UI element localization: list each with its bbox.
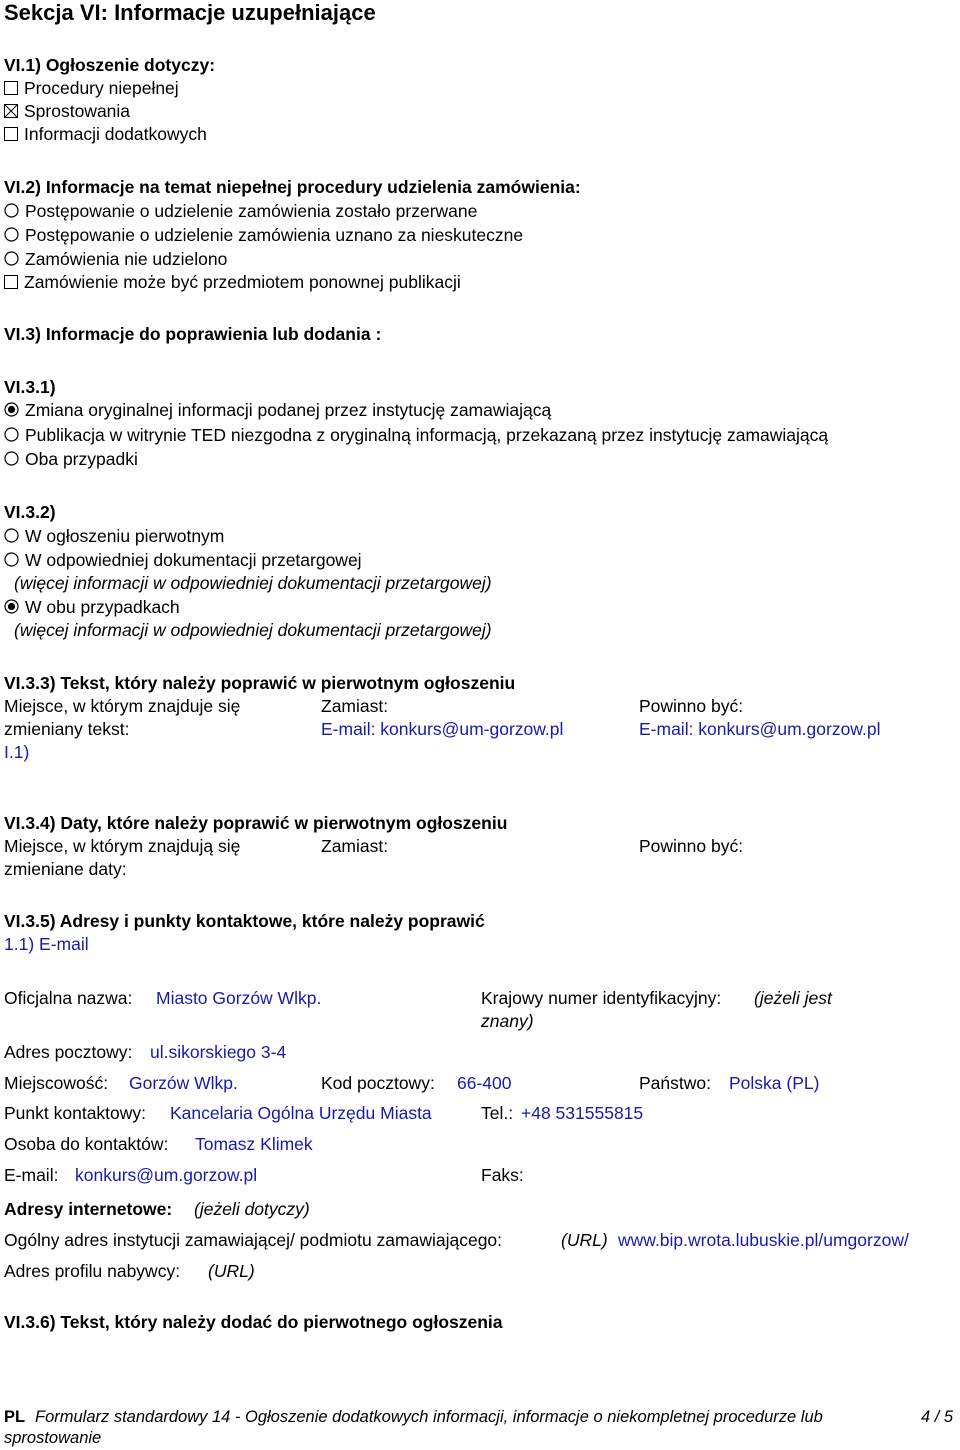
- radio-empty-icon: [4, 227, 19, 242]
- vi31-option-label: Publikacja w witrynie TED niezgodna z oryginalną informacją, przekazaną przez instytucję zamawiającą: [25, 425, 829, 445]
- country-label: Państwo:: [639, 1073, 711, 1093]
- url-note: (URL): [208, 1261, 255, 1281]
- radio-empty-icon: [4, 203, 19, 218]
- vi31-option-label: Zmiana oryginalnej informacji podanej przez instytucję zamawiającą: [25, 400, 552, 420]
- vi3-heading: VI.3) Informacje do poprawienia lub dodania :: [4, 324, 382, 344]
- section-title: Sekcja VI: Informacje uzupełniające: [4, 0, 376, 25]
- vi1-option-label: Procedury niepełnej: [24, 78, 179, 98]
- tel-value: +48 531555815: [521, 1103, 644, 1123]
- checkbox-checked-icon: [4, 104, 18, 118]
- vi32-note: (więcej informacji w odpowiedniej dokumentacji przetargowej): [14, 573, 492, 593]
- radio-empty-icon: [4, 251, 19, 266]
- postcode-label: Kod pocztowy:: [321, 1073, 435, 1093]
- radio-dokumentacja[interactable]: [4, 552, 19, 567]
- radio-selected-icon: [4, 599, 19, 614]
- radio-postepowanie-nieskuteczne[interactable]: [4, 227, 19, 242]
- vi1-option-label: Informacji dodatkowych: [24, 124, 207, 144]
- national-id-note: (jeżeli jest: [754, 988, 832, 1008]
- postal-address-label: Adres pocztowy:: [4, 1042, 133, 1062]
- vi34-heading: VI.3.4) Daty, które należy poprawić w pierwotnym ogłoszeniu: [4, 813, 508, 833]
- footer-form-title: Formularz standardowy 14 - Ogłoszenie dodatkowych informacji, informacje o niekompletnej procedurze lub: [35, 1408, 823, 1426]
- footer-form-title: sprostowanie: [4, 1429, 102, 1447]
- vi1-heading: VI.1) Ogłoszenie dotyczy:: [4, 55, 216, 75]
- vi2-option-label: Postępowanie o udzielenie zamówienia zostało przerwane: [25, 201, 478, 221]
- footer-lang: PL: [4, 1408, 26, 1426]
- radio-nie-udzielono[interactable]: [4, 251, 19, 266]
- official-name-value: Miasto Gorzów Wlkp.: [156, 988, 322, 1008]
- vi35-heading: VI.3.5) Adresy i punkty kontaktowe, które należy poprawić: [4, 911, 485, 931]
- vi33-instead-label: Zamiast:: [321, 696, 389, 716]
- vi36-heading: VI.3.6) Tekst, który należy dodać do pierwotnego ogłoszenia: [4, 1312, 503, 1332]
- country-value: Polska (PL): [729, 1073, 820, 1093]
- vi34-instead-label: Zamiast:: [321, 836, 389, 856]
- national-id-note: znany): [481, 1011, 534, 1031]
- postcode-value: 66-400: [457, 1073, 512, 1093]
- vi34-place-label: zmieniane daty:: [4, 859, 127, 879]
- vi2-option-label: Zamówienia nie udzielono: [25, 249, 228, 269]
- web-heading: Adresy internetowe:: [4, 1199, 173, 1219]
- vi2-heading: VI.2) Informacje na temat niepełnej procedury udzielenia zamówienia:: [4, 177, 581, 197]
- vi32-option-label: W obu przypadkach: [25, 597, 180, 617]
- vi32-note: (więcej informacji w odpowiedniej dokumentacji przetargowej): [14, 620, 492, 640]
- checkbox-procedury-niepelnej[interactable]: [4, 81, 18, 95]
- radio-empty-icon: [4, 427, 19, 442]
- vi33-instead-value: E-mail: konkurs@um-gorzow.pl: [321, 719, 564, 739]
- radio-obu-przypadkach[interactable]: [4, 599, 19, 614]
- checkbox-empty-icon: [4, 275, 18, 289]
- web-heading-note: (jeżeli dotyczy): [194, 1199, 310, 1219]
- vi2-republish-label: Zamówienie może być przedmiotem ponownej publikacji: [24, 272, 461, 292]
- vi33-heading: VI.3.3) Tekst, który należy poprawić w pierwotnym ogłoszeniu: [4, 673, 516, 693]
- vi1-option-label: Sprostowania: [24, 101, 131, 121]
- contact-person-value: Tomasz Klimek: [195, 1134, 313, 1154]
- radio-empty-icon: [4, 451, 19, 466]
- official-name-label: Oficjalna nazwa:: [4, 988, 133, 1008]
- radio-ogloszenie-pierwotne[interactable]: [4, 528, 19, 543]
- buyer-profile-label: Adres profilu nabywcy:: [4, 1261, 181, 1281]
- vi34-place-label: Miejsce, w którym znajdują się: [4, 836, 241, 856]
- radio-empty-icon: [4, 552, 19, 567]
- vi2-option-label: Postępowanie o udzielenie zamówienia uznano za nieskuteczne: [25, 225, 524, 245]
- contact-point-value: Kancelaria Ogólna Urzędu Miasta: [170, 1103, 432, 1123]
- checkbox-empty-icon: [4, 81, 18, 95]
- contact-person-label: Osoba do kontaktów:: [4, 1134, 169, 1154]
- vi31-option-label: Oba przypadki: [25, 449, 138, 469]
- radio-selected-icon: [4, 402, 19, 417]
- radio-empty-icon: [4, 528, 19, 543]
- tel-label: Tel.:: [481, 1103, 514, 1123]
- national-id-label: Krajowy numer identyfikacyjny:: [481, 988, 722, 1008]
- checkbox-ponowna-publikacja[interactable]: [4, 275, 18, 289]
- contact-point-label: Punkt kontaktowy:: [4, 1103, 147, 1123]
- vi33-should-value: E-mail: konkurs@um.gorzow.pl: [639, 719, 881, 739]
- email-value[interactable]: konkurs@um.gorzow.pl: [75, 1165, 258, 1185]
- vi31-heading: VI.3.1): [4, 377, 56, 397]
- checkbox-empty-icon: [4, 127, 18, 141]
- email-label: E-mail:: [4, 1165, 59, 1185]
- vi32-heading: VI.3.2): [4, 502, 56, 522]
- vi35-sub: 1.1) E-mail: [4, 934, 89, 954]
- checkbox-sprostowania[interactable]: [4, 104, 18, 118]
- radio-zmiana-oryginalnej[interactable]: [4, 402, 19, 417]
- vi33-should-label: Powinno być:: [639, 696, 744, 716]
- vi33-place-value: I.1): [4, 742, 30, 762]
- checkbox-informacji-dodatkowych[interactable]: [4, 127, 18, 141]
- vi32-option-label: W ogłoszeniu pierwotnym: [25, 526, 225, 546]
- radio-postepowanie-przerwane[interactable]: [4, 203, 19, 218]
- city-value: Gorzów Wlkp.: [129, 1073, 238, 1093]
- radio-publikacja-ted[interactable]: [4, 427, 19, 442]
- vi33-place-label: Miejsce, w którym znajduje się: [4, 696, 241, 716]
- general-address-link[interactable]: www.bip.wrota.lubuskie.pl/umgorzow/: [618, 1230, 909, 1250]
- url-note: (URL): [561, 1230, 608, 1250]
- postal-address-value: ul.sikorskiego 3-4: [150, 1042, 287, 1062]
- general-address-label: Ogólny adres instytucji zamawiającej/ podmiotu zamawiającego:: [4, 1230, 503, 1250]
- radio-oba-przypadki[interactable]: [4, 451, 19, 466]
- city-label: Miejscowość:: [4, 1073, 109, 1093]
- vi32-option-label: W odpowiedniej dokumentacji przetargowej: [25, 550, 362, 570]
- vi34-should-label: Powinno być:: [639, 836, 744, 856]
- footer-page-number: 4 / 5: [921, 1408, 954, 1426]
- vi33-place-label: zmieniany tekst:: [4, 719, 130, 739]
- fax-label: Faks:: [481, 1165, 524, 1185]
